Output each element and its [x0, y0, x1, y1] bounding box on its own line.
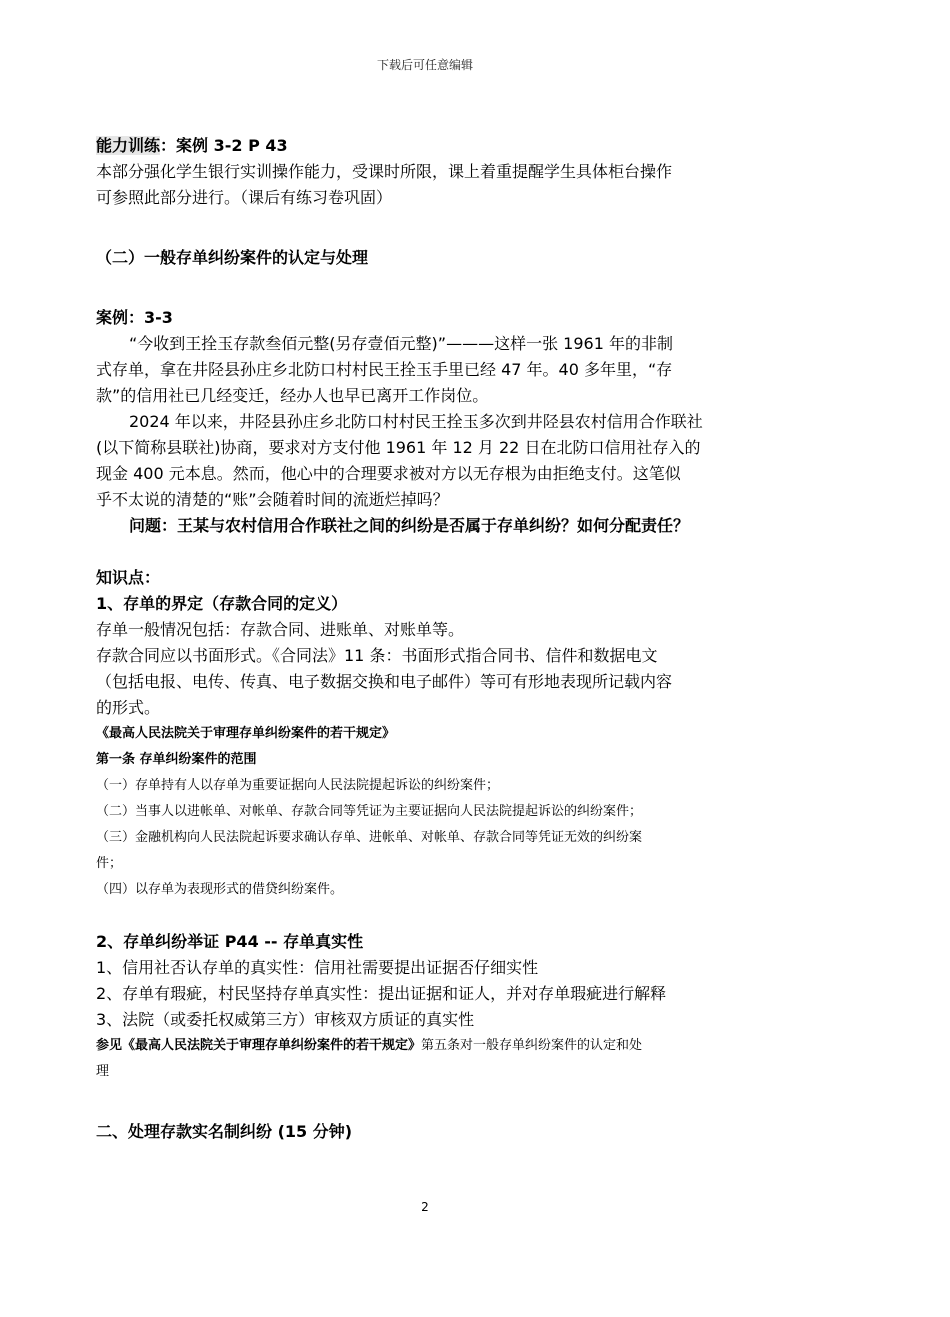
case-paragraph-line: 款”的信用社已几经变迁，经办人也早已离开工作岗位。 [96, 386, 489, 405]
training-heading [96, 133, 756, 159]
training-line: 本部分强化学生银行实训操作能力，受课时所限，课上着重提醒学生具体柜台操作 [96, 162, 673, 181]
regulation-title: 《最高人民法院关于审理存单纠纷案件的若干规定》 [96, 726, 396, 741]
training-label: 能力训练 [96, 136, 161, 155]
case-paragraph-line: “今收到王拴玉存款叁佰元整(另存壹佰元整)”———这样一张 1961 年的非制 [129, 334, 673, 353]
knowledge-point-1-line: （包括电报、电传、传真、电子数据交换和电子邮件）等可有形地表现所记载内容 [96, 672, 673, 691]
article-1-title: 第一条 存单纠纷案件的范围 [96, 752, 257, 767]
section-title-general-deposit: （二）一般存单纠纷案件的认定与处理 [96, 248, 369, 267]
article-1-item: （四）以存单为表现形式的借贷纠纷案件。 [96, 882, 344, 897]
knowledge-point-1-line: 存款合同应以书面形式。《合同法》11 条：书面形式指合同书、信件和数据电文 [96, 646, 658, 665]
article-1-item: （二）当事人以进帐单、对帐单、存款合同等凭证为主要证据向人民法院提起诉讼的纠纷案件； [96, 804, 643, 819]
knowledge-point-2-line: 2、存单有瑕疵，村民坚持存单真实性：提出证据和证人，并对存单瑕疵进行解释 [96, 984, 667, 1003]
training-line: 可参照此部分进行。（课后有练习卷巩固） [96, 188, 393, 207]
training-case-ref: ：案例 3-2 P 43 [160, 136, 288, 155]
case-paragraph-line: (以下简称县联社)协商，要求对方支付他 1961 年 12 月 22 日在北防口信用社存入的 [96, 438, 701, 457]
knowledge-point-1-title: 1、存单的界定（存款合同的定义） [96, 594, 348, 613]
document-body [96, 133, 756, 1145]
case-question: 问题：王某与农村信用合作联社之间的纠纷是否属于存单纠纷？如何分配责任？ [129, 516, 690, 535]
case-3-3-title: 案例：3-3 [96, 308, 173, 327]
see-also-continuation: 理 [96, 1064, 110, 1079]
case-paragraph-line: 2024 年以来，井陉县孙庄乡北防口村村民王拴玉多次到井陉县农村信用合作联社 [129, 412, 703, 431]
article-1-item: （三）金融机构向人民法院起诉要求确认存单、进帐单、对帐单、存款合同等凭证无效的纠纷案 [96, 830, 643, 845]
knowledge-point-1-line: 的形式。 [96, 698, 161, 717]
see-also-regulation: 参见《最高人民法院关于审理存单纠纷案件的若干规定》 [96, 1038, 422, 1053]
case-paragraph-line: 乎不太说的清楚的“账”会随着时间的流逝烂掉吗？ [96, 490, 449, 509]
section-two-title: 二、处理存款实名制纠纷 (15 分钟) [96, 1122, 353, 1141]
knowledge-point-2-line: 3、法院（或委托权威第三方）审核双方质证的真实性 [96, 1010, 475, 1029]
page-header: 下载后可任意编辑 [376, 58, 473, 72]
knowledge-point-1-line: 存单一般情况包括：存款合同、进账单、对账单等。 [96, 620, 465, 639]
article-1-item: 件； [96, 856, 123, 871]
article-1-item: （一）存单持有人以存单为重要证据向人民法院提起诉讼的纠纷案件； [96, 778, 500, 793]
page-number: 2 [421, 1200, 429, 1214]
see-also-rest: 第五条对一般存单纠纷案件的认定和处 [421, 1038, 643, 1053]
case-paragraph-line: 现金 400 元本息。然而，他心中的合理要求被对方以无存根为由拒绝支付。这笔似 [96, 464, 681, 483]
case-paragraph-line: 式存单，拿在井陉县孙庄乡北防口村村民王拴玉手里已经 47 年。40 多年里，“存 [96, 360, 673, 379]
see-also-reference [96, 1033, 756, 1059]
knowledge-point-2-title: 2、存单纠纷举证 P44 -- 存单真实性 [96, 932, 364, 951]
knowledge-title: 知识点： [96, 568, 161, 587]
knowledge-point-2-line: 1、信用社否认存单的真实性：信用社需要提出证据否仔细实性 [96, 958, 539, 977]
